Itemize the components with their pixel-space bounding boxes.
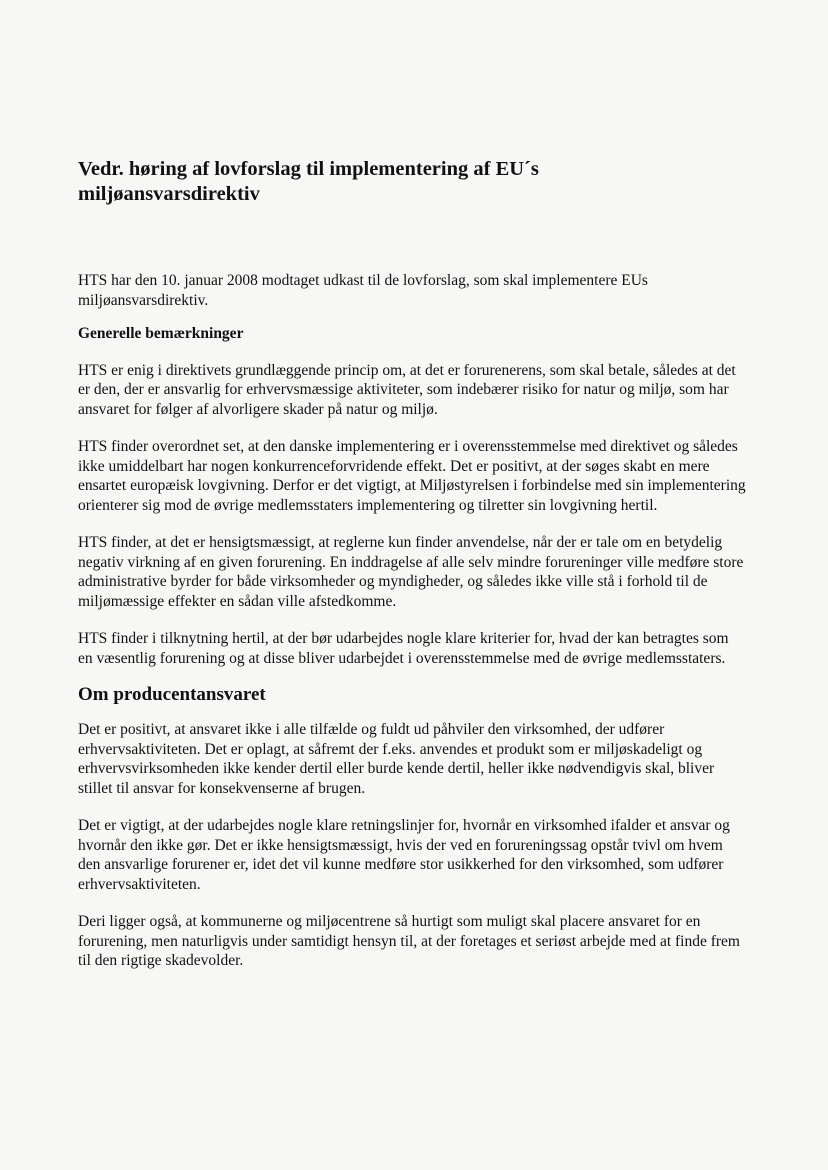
general-paragraph-1: HTS er enig i direktivets grundlæggende princip om, at det er forurenerens, som skal betale, således at det er den, der er ansvarlig for erhvervsmæssige aktiviteter, som indebærer risiko for natur og miljø, som har ansvaret for følger af alvorligere skader på natur og miljø. <box>78 361 736 418</box>
general-remarks-heading: Generelle bemærkninger <box>78 325 244 342</box>
producer-paragraph-2: Det er vigtigt, at der udarbejdes nogle klare retningslinjer for, hvornår en virksomhed ifalder et ansvar og hvornår den ikke gør. Det er ikke hensigtsmæssigt, hvis der ved en forureningssag opstår tvivl om hvem den ansvarlige forurener er, idet det vil kunne medføre stor usikkerhed for den virksomhed, som udfører erhvervsaktiviteten. <box>78 817 730 893</box>
producer-responsibility-heading: Om producentansvaret <box>78 684 266 705</box>
general-paragraph-3: HTS finder, at det er hensigtsmæssigt, at reglerne kun finder anvendelse, når der er tale om en betydelig negativ virkning af en given forurening. En inddragelse af alle selv mindre forureninger ville medføre store administrative byrder for både virksomheder og myndigheder, og således ikke ville stå i forhold til de miljømæssige effekter en sådan ville afstedkomme. <box>78 534 744 610</box>
producer-paragraph-1: Det er positivt, at ansvaret ikke i alle tilfælde og fuldt ud påhviler den virksomhed, der udfører erhvervsaktiviteten. Det er oplagt, at såfremt der f.eks. anvendes et produkt som er miljøskadeligt og erhvervsvirksomheden ikke kender dertil eller burde kende dertil, heller ikke nødvendigvis skal, bliver stillet til ansvar for konsekvenserne af brugen. <box>78 721 715 797</box>
general-paragraph-2: HTS finder overordnet set, at den danske implementering er i overensstemmelse med direktivet og således ikke umiddelbart har nogen konkurrenceforvridende effekt. Det er positivt, at der søges skabt en mere ensartet europæisk lovgivning. Derfor er det vigtigt, at Miljøstyrelsen i forbindelse med sin implementering orienterer sig mod de øvrige medlemsstaters implementering og tilretter sin lovgivning hertil. <box>78 438 746 514</box>
document-title: Vedr. høring af lovforslag til implementering af EU´s miljøansvarsdirektiv <box>78 158 539 205</box>
document-body <box>78 157 746 971</box>
intro-paragraph: HTS har den 10. januar 2008 modtaget udkast til de lovforslag, som skal implementere EUs miljøansvarsdirektiv. <box>78 272 648 309</box>
general-paragraph-4: HTS finder i tilknytning hertil, at der bør udarbejdes nogle klare kriterier for, hvad der kan betragtes som en væsentlig forurening og at disse bliver udarbejdet i overensstemmelse med de øvrige medlemsstaters. <box>78 630 729 667</box>
producer-paragraph-3: Deri ligger også, at kommunerne og miljøcentrene så hurtigt som muligt skal placere ansvaret for en forurening, men naturligvis under samtidigt hensyn til, at der foretages et seriøst arbejde med at finde frem til den rigtige skadevolder. <box>78 913 740 969</box>
